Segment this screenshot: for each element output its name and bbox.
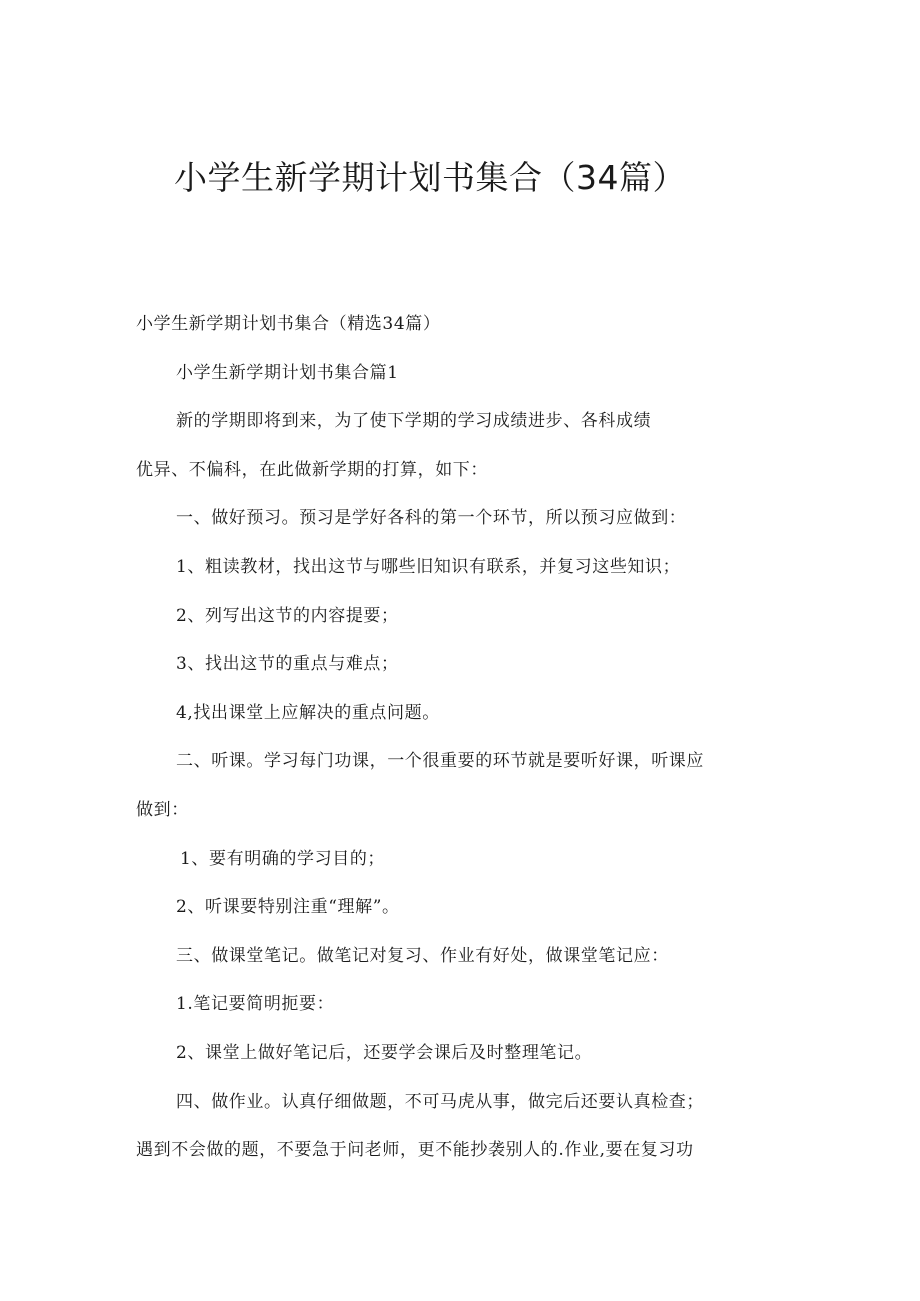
section-heading: 小学生新学期计划书集合篇1: [176, 362, 399, 383]
list-item: 2、课堂上做好笔记后，还要学会课后及时整理笔记。: [176, 1042, 593, 1063]
document-title: 小学生新学期计划书集合（34篇）: [174, 158, 686, 197]
list-item: 1、要有明确的学习目的；: [180, 848, 386, 869]
list-item: 2、列写出这节的内容提要；: [176, 605, 399, 626]
paragraph-line: 一、做好预习。预习是学好各科的第一个环节，所以预习应做到：: [176, 508, 687, 529]
document-body: [136, 300, 796, 1175]
list-item: 2、听课要特别注重“理解”。: [176, 897, 400, 918]
paragraph-line: 二、听课。学习每门功课，一个很重要的环节就是要听好课，听课应: [176, 751, 704, 772]
list-item: 1、粗读教材，找出这节与哪些旧知识有联系，并复习这些知识；: [176, 556, 681, 577]
paragraph-line: 做到：: [136, 799, 189, 820]
paragraph-line: 优异、不偏科，在此做新学期的打算，如下：: [136, 459, 488, 480]
list-item: 1.笔记要简明扼要：: [176, 994, 335, 1015]
list-item: 4,找出课堂上应解决的重点问题。: [176, 702, 440, 723]
paragraph-line: 四、做作业。认真仔细做题，不可马虎从事，做完后还要认真检查；: [176, 1091, 704, 1112]
list-item: 3、找出这节的重点与难点；: [176, 654, 399, 675]
paragraph-line: 新的学期即将到来，为了使下学期的学习成绩进步、各科成绩: [176, 411, 652, 432]
paragraph-line: 小学生新学期计划书集合（精选34篇）: [136, 314, 441, 334]
paragraph-line: 三、做课堂笔记。做笔记对复习、作业有好处，做课堂笔记应：: [176, 945, 669, 966]
paragraph-line: 遇到不会做的题，不要急于问老师，更不能抄袭别人的.作业,要在复习功: [136, 1140, 694, 1161]
